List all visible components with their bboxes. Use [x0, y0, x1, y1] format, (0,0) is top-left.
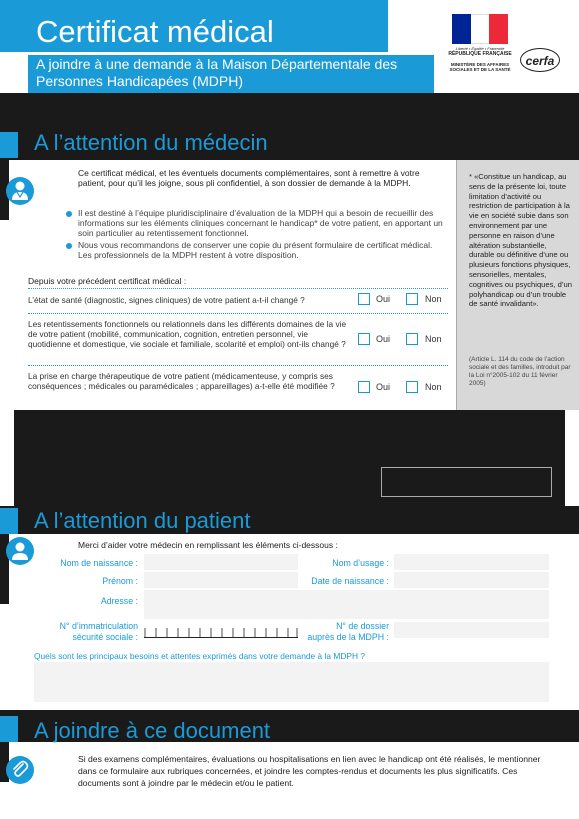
question-2: Les retentissements fonctionnels ou relationnels dans les différents domaines de la vie de votre patient (mobilité, communication, cognition, entretien personnel, vie quotidienne et domestique, vie sociale et familiale, scolarité et emploi) ont-ils changé ?: [28, 319, 347, 349]
section-patient-title: A l’attention du patient: [34, 508, 251, 533]
q1-non-label: Non: [425, 294, 442, 304]
ministry-label: MINISTÈRE DES AFFAIRES SOCIALES ET DE LA SANTÉ: [449, 62, 511, 72]
immatriculation-label: [20, 621, 138, 643]
handicap-definition-sidebar: [456, 160, 579, 410]
nom-naissance-label: Nom de naissance :: [60, 558, 138, 568]
immatriculation-label-line1: N° d’immatriculation: [59, 621, 138, 631]
cerfa-logo: cerfa: [520, 48, 560, 72]
doctor-icon: [6, 177, 34, 205]
q2-non-checkbox[interactable]: [406, 333, 418, 345]
stamp-box[interactable]: [381, 467, 552, 497]
prenom-field[interactable]: [144, 572, 298, 588]
patient-intro: Merci d’aider votre médecin en remplissant les éléments ci-dessous :: [78, 540, 338, 550]
medecin-bullet-1: Il est destiné à l’équipe pluridisciplinaire d’évaluation de la MDPH qui a besoin de recueillir des informations sur les éléments cliniques concernant le handicap* de votre patient, en apportant un soin particulier au retentissement fonctionnel.: [78, 208, 443, 238]
q3-non-label: Non: [425, 382, 442, 392]
q1-oui-label: Oui: [376, 294, 391, 304]
date-naissance-label: Date de naissance :: [311, 576, 389, 586]
divider: [28, 313, 448, 314]
section-medecin: [0, 160, 456, 410]
since-label: Depuis votre précédent certificat médical :: [28, 276, 187, 286]
marianne-logo: [446, 14, 514, 100]
section-tab: [0, 508, 18, 534]
nom-naissance-field[interactable]: [144, 554, 298, 570]
medecin-intro: Ce certificat médical, et les éventuels documents complémentaires, sont à remettre à votre patient, pour qu’il les joigne, sous pli confidentiel, à son dossier de demande à la MDPH.: [78, 168, 420, 188]
q2-oui-label: Oui: [376, 334, 391, 344]
q3-non-checkbox[interactable]: [406, 381, 418, 393]
republic-label: RÉPUBLIQUE FRANÇAISE: [448, 51, 512, 57]
prenom-label: Prénom :: [102, 576, 138, 586]
section-medecin-header: [0, 120, 579, 160]
section-patient: [0, 534, 579, 710]
paperclip-icon: [6, 756, 34, 784]
divider: [28, 288, 448, 289]
divider: [28, 365, 448, 366]
besoins-label: Quels sont les principaux besoins et attentes exprimés dans votre demande à la MDPH ?: [34, 651, 365, 661]
dossier-label-line2: auprès de la MDPH :: [307, 632, 389, 642]
question-1: L’état de santé (diagnostic, signes cliniques) de votre patient a-t-il changé ?: [28, 295, 305, 305]
secu-number-field[interactable]: [144, 622, 298, 638]
adresse-label: Adresse :: [100, 596, 138, 606]
q2-non-label: Non: [425, 334, 442, 344]
tricolor-flag-icon: [452, 14, 508, 44]
question-3: La prise en charge thérapeutique de votre patient (médicamenteuse, y compris ses conséquences ; médicales ou paramédicales ; appareillages) a-t-elle été modifiée ?: [28, 371, 335, 391]
dossier-label: [300, 621, 389, 643]
q3-oui-checkbox[interactable]: [358, 381, 370, 393]
section-joindre-title: A joindre à ce document: [34, 718, 271, 743]
nom-usage-field[interactable]: [394, 554, 549, 570]
page-subtitle: A joindre à une demande à la Maison Départementale des Personnes Handicapées (MDPH): [36, 56, 398, 89]
dossier-label-line1: N° de dossier: [336, 621, 389, 631]
header: [0, 0, 579, 120]
medecin-bullet-2: Nous vous recommandons de conserver une copie du présent formulaire de certificat médical. Les professionnels de la MDPH restent à votre disposition.: [78, 240, 433, 260]
q2-oui-checkbox[interactable]: [358, 333, 370, 345]
besoins-field[interactable]: [34, 662, 549, 702]
section-medecin-title: A l’attention du médecin: [34, 130, 268, 155]
section-joindre-header: [0, 710, 579, 742]
marianne-motto: Liberté • Égalité • Fraternité: [455, 46, 505, 51]
legal-reference: (Article L. 114 du code de l’action sociale et des familles, introduit par la Loi n°2005-102 du 11 février 2005): [469, 356, 571, 387]
section-tab: [0, 132, 18, 158]
dossier-mdph-field[interactable]: [394, 622, 549, 638]
adresse-field[interactable]: [144, 590, 549, 619]
section-tab: [0, 716, 18, 742]
q3-oui-label: Oui: [376, 382, 391, 392]
date-naissance-field[interactable]: [394, 572, 549, 588]
page-title: Certificat médical: [36, 14, 274, 49]
nom-usage-label: Nom d’usage :: [332, 558, 389, 568]
immatriculation-label-line2: sécurité sociale :: [72, 632, 138, 642]
header-black-band: [0, 93, 579, 120]
q1-non-checkbox[interactable]: [406, 293, 418, 305]
handicap-definition: * «Constitue un handicap, au sens de la présente loi, toute limitation d’activité ou restriction de participation à la vie en société subie dans son environnement par une personne en raison d’une altération substantielle, durable ou définitive d’une ou plusieurs fonctions physiques, sensorielles, mentales, cognitives ou psychiques, d’un polyhandicap ou d’un trouble de santé invalidant».: [469, 172, 573, 309]
medecin-stamp-area: [14, 410, 565, 506]
bullet-icon: [66, 243, 72, 249]
joindre-text: Si des examens complémentaires, évaluations ou hospitalisations en lien avec le handicap ont été réalisés, le mentionner dans ce formulaire aux rubriques concernées, et joindre les comptes-rendus et documents les plus significatifs. Ces documents sont à joindre par le médecin et/ou le patient.: [78, 754, 541, 788]
q1-oui-checkbox[interactable]: [358, 293, 370, 305]
section-patient-header: [0, 506, 579, 534]
bullet-icon: [66, 211, 72, 217]
